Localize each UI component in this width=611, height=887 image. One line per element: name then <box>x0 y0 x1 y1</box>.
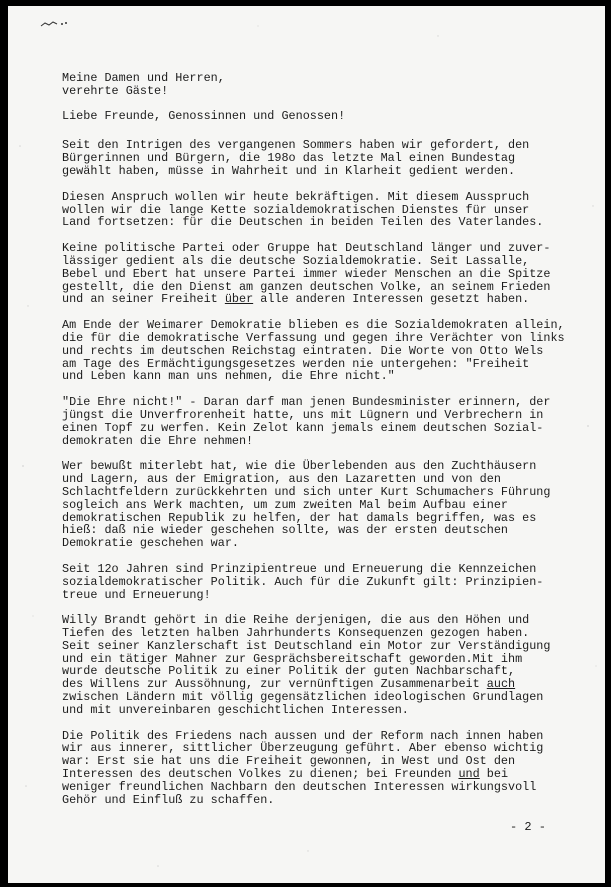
paragraph-text: alle anderen Interessen gesetzt haben. <box>253 292 530 307</box>
salutation-line: verehrte Gäste! <box>62 83 169 98</box>
document-page <box>8 6 605 883</box>
paragraph-text: zwischen Ländern mit völlig gegensätzlichen ideologischen Grundlagen und mit unvereinbaren geschichtlichen Interessen. <box>62 690 544 717</box>
paragraph-text: Die Politik des Friedens nach aussen und der Reform nach innen haben wir aus innerer, sittlicher Überzeugung geführt. Aber ebenso wichtig war: Erst sie hat uns die Freiheit gewonnen, in West und Ost den Interessen des deutschen Volkes zu dienen; bei Freunden <box>62 728 544 782</box>
paragraph: Wer bewußt miterlebt hat, wie die Überlebenden aus den Zuchthäusern und Lagern, aus der Emigration, aus den Lazaretten und von den Schlachtfeldern zurückkehrten und sich unter Kurt Schumachers Führung sogleich ans Werk machten, um zum zweiten Mal beim Aufbau einer demokratischen Republik zu helfen, der hat damals begriffen, was es hieß: daß nie wieder geschehen sollte, was der ersten deutschen Demokratie geschehen war. <box>62 459 551 551</box>
greeting-line: Liebe Freunde, Genossinnen und Genossen! <box>62 108 346 123</box>
underlined-word: und <box>458 767 480 782</box>
page-number: - 2 - <box>510 820 547 834</box>
paragraph: "Die Ehre nicht!" - Daran darf man jenen Bundesminister erinnern, der jüngst die Unverfrorenheit hatte, uns mit Lügnern und Verbrechern in einen Topf zu werfen. Kein Zelot kann jemals einem deutschen Sozial- demokraten die Ehre nehmen! <box>62 395 551 448</box>
underlined-word: über <box>224 292 254 307</box>
paragraph-text: bei weniger freundlichen Nachbarn den deutschen Interessen wirkungsvoll Gehör und Einfluß zu schaffen. <box>62 767 537 807</box>
paragraph: Am Ende der Weimarer Demokratie blieben es die Sozialdemokraten allein, die für die demokratische Verfassung und gegen ihre Verächter von links und rechts im deutschen Reichstag eintraten. Die Worte von Otto Wels am Tage des Ermächtigungsgesetzes werden nie untergehen: "Freiheit und Leben kann man uns nehmen, die Ehre nicht." <box>62 318 565 384</box>
paragraph <box>62 614 582 716</box>
paragraph: Seit den Intrigen des vergangenen Sommers haben wir gefordert, den Bürgerinnen und Bürgern, die 198o das letzte Mal einen Bundestag gewählt haben, müsse in Wahrheit und in Klarheit gedient werden. <box>62 138 530 178</box>
paragraph <box>62 242 582 306</box>
salutation-line: Meine Damen und Herren, <box>62 71 225 85</box>
letter-body <box>62 72 582 806</box>
paragraph: Seit 12o Jahren sind Prinzipientreue und Erneuerung die Kennzeichen sozialdemokratischer Politik. Auch für die Zukunft gilt: Prinzipien- treue und Erneuerung! <box>62 561 544 602</box>
salutation <box>62 72 582 98</box>
paragraph-text: Keine politische Partei oder Gruppe hat Deutschland länger und zuver- lässiger gedient als die deutsche Sozialdemokratie. Seit Lassalle, Bebel und Ebert hat unsere Partei immer wieder Menschen an die Spitze gestellt, die den Dienst am ganzen deutschen Volke, an seinem Frieden und an seiner Freiheit <box>62 241 551 307</box>
paragraph-text: Willy Brandt gehört in die Reihe derjenigen, die aus den Höhen und Tiefen des letzten halben Jahrhunderts Konsequenzen gezogen haben. Seit seiner Kanzlerschaft ist Deutschland ein Motor zur Verständigung und ein tätiger Mahner zur Gesprächsbereitschaft geworden.Mit ihm wurde deutsche Politik zu einer Politik der guten Nachbarschaft, des Willens zur Aussöhnung, zur vernünftigen Zusammenarbeit <box>62 613 551 692</box>
paragraph <box>62 730 582 807</box>
paragraph: Diesen Anspruch wollen wir heute bekräftigen. Mit diesem Ausspruch wollen wir die lange Kette sozialdemokratischen Dienstes für unser Land fortsetzen: für die Deutschen in beiden Teilen des Vaterlandes. <box>62 189 544 230</box>
underlined-word: auch <box>486 677 516 692</box>
handwritten-mark <box>40 18 70 30</box>
